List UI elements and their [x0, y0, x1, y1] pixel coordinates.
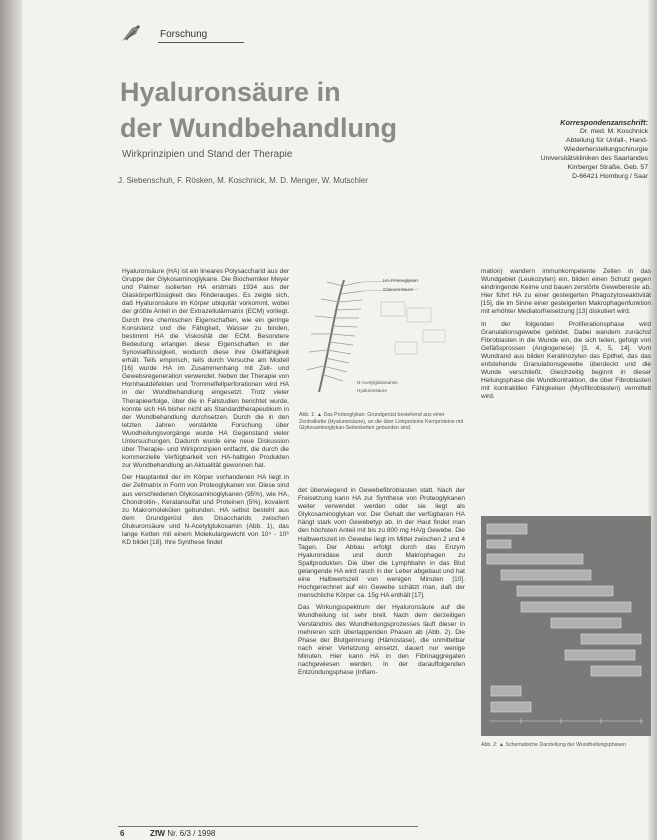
body-paragraph: Hyaluronsäure (HA) ist ein lineares Polysaccharid aus der Gruppe der Glykosaminoglykane. Die Biochemiker Meyer und Palmer isolierten HA erstmals 1934 aus der Glaskörperflüssigkeit des Rinderauges. Es zeigte sich, daß Hyaluronsäure im Körper ubiquitär vorkommt, wobei der größte Anteil in der Extrazellulärmatrix (ECM) vorliegt. Durch ihre chemischen Eigenschaften, wie ein geringe Konsistenz und die Fähigkeit, Wasser zu binden, bestimmt HA die Viskosität der ECM. Besondere Bedeutung erlangen diese Eigenschaften in der Synovialflüssigkeit, wodurch diese ihre Gleitfähigkeit erhält. Teils empirisch, teils durch Versuche am Modell [16] wurde HA im Zusammenhang mit Zell- und Gewebsregeneration verwendet. Neben der Therapie von Hornhautdefekten und Trommelfellperforationen wird HA in der Wundbehandlung eingesetzt. Trotz vieler Therapieerfolge, über die in Fallstudien berichtet wurde, konnte sich HA bisher nicht als Standardtherapeutikum in der Wundbehandlung durchsetzen. Durch die in den letzten Jahren verstärkte Forschung über Wundheilungsvorgänge wurde HA Gegenstand vieler Untersuchungen. Dadurch wurde eine neue Diskussion über Therapie- und Wirkprinzipien entfacht, die durch die kommerzielle Verfügbarkeit von HA-haltigen Produkten zur Wundbehandlung an Aktualität gewonnen hat. [122, 268, 289, 470]
figure-wound-healing-phases-diagram [481, 516, 651, 736]
body-paragraph: In der folgenden Proliferationsphase wird Granulationsgewebe gebildet. Dabei wandern zunächst Fibroblasten in die Wunde ein, die sich teilen, gefolgt von Gefäßsprossen (Angiogenese) [3, 4, 5, 14]. Vom Wundrand aus bilden Keratinozyten das Epithel, das das entstehende Granulationsgewebe überdeckt und die Wunde verschließt. Gleichzeitig beginnt in dieser Heilungsphase die Wundkontraktion, die über Fibroblasten mit kontraktilen Fähigkeiten (Myofibroblasten) vermittelt wird. [481, 320, 651, 401]
figure-proteoglycan-diagram [299, 272, 465, 402]
fig1-label: Hyaluronsäure [357, 388, 387, 393]
journal-citation [150, 829, 215, 838]
page-number: 6 [120, 829, 125, 838]
article-subtitle: Wirkprinzipien und Stand der Therapie [122, 149, 293, 160]
figure-2-caption: Abb. 2: ▲ Schematische Darstellung der Wundheilungsphasen [481, 742, 626, 748]
body-paragraph: Der Hauptanteil der im Körper vorhandenen HA liegt in der Zellmatrix in Form von Proteoglykanen vor. Diese sind aus verschiedenen Glykosaminoglykanen (95%), wie HA, Chondroitin-, Keratansulfat und Proteinen (5%), kovalent zu Makromolekülen gebunden. HA selbst besteht aus dem Grundgerüst des Disaccharids zwischen Glukuronsäure und N-Acetylglukosamin (Abb. 1), das lange Ketten mit einem Molekulargewicht von 10⁵ - 10⁶ KD bildet [18]. Ihre Synthese findet [122, 474, 289, 547]
article-title [120, 74, 397, 146]
correspondence-heading: Korrespondenzanschrift: [560, 118, 648, 127]
correspondence-line: Universitätskliniken des Saarlandes [540, 155, 648, 162]
correspondence-line: Abteilung für Unfall-, Hand- [566, 137, 648, 144]
fig1-label: N-Acetylglukosamin [357, 380, 398, 385]
correspondence-address [500, 118, 648, 181]
body-column-3 [481, 268, 651, 406]
article-authors: J. Siebenschuh, F. Rösken, M. Koschnick, M. D. Menger, W. Mutschler [118, 176, 368, 185]
figure-1-caption: Abb. 1: ▲ Das Proteoglykan: Grundgerüst bestehend aus einer Zentralkette (Hyaluronsäure), an die über Linkproteine Kernproteine mit Glykosaminoglykan-Seitenketten gebunden sind. [299, 412, 464, 432]
body-column-2 [298, 487, 465, 681]
body-column-1 [122, 268, 289, 551]
body-paragraph: Das Wirkungsspektrum der Hyaluronsäure auf die Wundheilung ist sehr breit. Nach dem derzeitigen Verständnis des Wundheilungsprozesses läuft dieser in mehreren sich überlappenden Phasen ab (Abb. 2). Die Phase der Blutgerinnung (Hämostase), die unmittelbar nach einer Verletzung einsetzt, dauert nur wenige Minuten. Hier kann HA in den Fibrinaggregaten nachgewiesen werden. In der darauffolgenden Entzündungsphase (Inflam- [298, 604, 465, 677]
title-line-2: der Wundbehandlung [120, 113, 397, 143]
journal-logo-icon [118, 22, 144, 44]
body-paragraph: det überwiegend in Gewebefibroblasten statt. Nach der Freisetzung kann HA zur Synthese von Proteoglykanen weiter verwendet werden oder sie liegt als Glykosaminoglykan vor. Der Gehalt der verfügbaren HA hängt stark vom Gewebetyp ab. In der Haut findet man den höchsten Anteil mit bis zu 800 mg HA/g Gewebe. Die Halbwertszeit im Gewebe liegt im Mittel zwischen 2 und 4 Tagen. Der Abbau erfolgt durch das Enzym Hyaluronidase und durch Makrophagen zu Spaltprodukten. Die über die Lymphbahn in das Blut gelangende HA wird rasch in der Leber abgebaut und hat eine Halbwertszeit von wenigen Minuten [10]. Hochgerechnet auf ein Gewebe schätzt man, daß der menschliche Körper ca. 15g HA enthält [17]. [298, 487, 465, 600]
body-paragraph: mation) wandern immunkompetente Zellen in das Wundgebiet (Leukozyten) ein, bilden einen Schutz gegen eindringende Keime und bauen zerstörte Gewebereste ab. Hier führt HA zu einer gesteigerten Phagozytoseaktivität [15], die im Sinne einer gesteigerten Makrophagenfunktion mit erhöhter Mediatorfreisetzung [13] diskutiert wird. [481, 268, 651, 316]
page-binding-shadow [0, 0, 22, 840]
footer-rule [118, 826, 418, 827]
fig1-label: Glukuronsäure [383, 287, 414, 292]
journal-name: ZfW [150, 829, 166, 838]
correspondence-line: Wiederherstellungschirurgie [563, 146, 648, 153]
title-line-1: Hyaluronsäure in [120, 77, 341, 107]
correspondence-line: D-66421 Homburg / Saar [572, 173, 648, 180]
section-rule [158, 42, 244, 43]
fig1-label: HA-Proteoglykan [383, 278, 418, 283]
correspondence-line: Kirrberger Straße, Geb. 57 [567, 164, 648, 171]
section-label: Forschung [160, 29, 208, 40]
correspondence-line: Dr. med. M. Koschnick [580, 128, 648, 135]
journal-issue: Nr. 6/3 / 1998 [167, 829, 216, 838]
